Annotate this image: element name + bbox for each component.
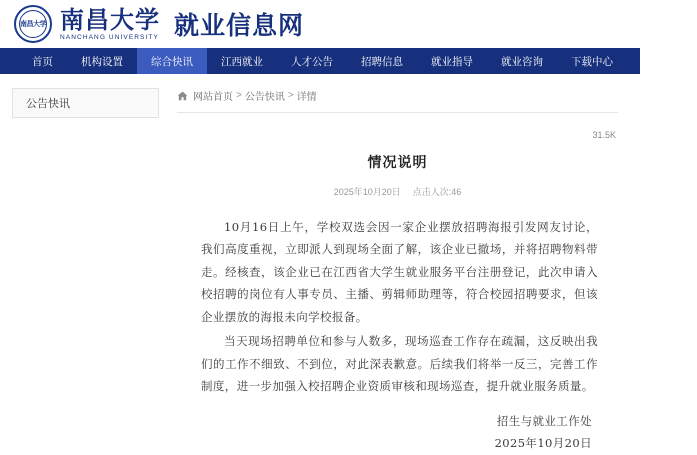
nav-item-news[interactable]: 综合快讯 [137, 48, 207, 74]
university-name-en: NANCHANG UNIVERSITY [60, 33, 159, 41]
sidebar-item-label: 公告快讯 [26, 98, 70, 110]
article-date: 2025年10月20日 [333, 187, 401, 197]
page-content [0, 74, 640, 451]
breadcrumb-separator-1: > [236, 90, 242, 101]
main-column [167, 74, 640, 451]
article-body [177, 216, 618, 397]
view-count: 31.5K [592, 130, 616, 140]
home-icon [177, 91, 188, 101]
signature-organization: 招生与就业工作处 [496, 414, 592, 429]
breadcrumb-separator-2: > [287, 90, 294, 101]
article-signature [177, 411, 618, 455]
nav-item-downloads[interactable]: 下载中心 [571, 55, 613, 68]
nav-item-recruitment[interactable]: 招聘信息 [361, 55, 403, 68]
seal-text: 南昌大学 [20, 20, 46, 28]
nav-item-home[interactable]: 首页 [32, 55, 53, 68]
sidebar-item-news[interactable] [12, 88, 159, 118]
university-name-block [60, 7, 160, 40]
site-title: 就业信息网 [174, 11, 305, 40]
nav-item-organization[interactable]: 机构设置 [81, 55, 123, 68]
breadcrumb-item-home[interactable]: 网站首页 [193, 92, 233, 103]
article-author: 点击人次:46 [412, 187, 462, 197]
article-title: 情况说明 [367, 155, 428, 171]
university-seal-logo [14, 5, 52, 43]
nav-item-talent-notice[interactable]: 人才公告 [291, 55, 333, 68]
sidebar [0, 74, 167, 411]
article-paragraph-2: 当天现场招聘单位和参与人数多，现场巡查工作存在疏漏，这反映出我们的工作不细致、不到位，对此深表歉意。后续我们将举一反三，完善工作制度，进一步加强入校招聘企业资质审核和现场巡查，提升就业服务质量。 [201, 334, 598, 393]
signature-date: 2025年10月20日 [494, 436, 592, 451]
breadcrumb-item-news[interactable]: 公告快讯 [244, 92, 285, 103]
site-header [0, 0, 640, 48]
nav-item-career-guidance[interactable]: 就业指导 [431, 55, 473, 68]
article-meta [177, 185, 618, 198]
university-name-cn: 南昌大学 [60, 5, 160, 35]
nav-item-guide[interactable]: 办事指南 [641, 55, 683, 68]
main-navigation [0, 48, 683, 74]
nav-item-jiangxi-employment[interactable]: 江西就业 [221, 55, 263, 68]
breadcrumb-item-detail: 详情 [296, 92, 317, 103]
nav-item-consultation[interactable]: 就业咨询 [501, 55, 543, 68]
article-paragraph-1: 10月16日上午，学校双选会因一家企业摆放招聘海报引发网友讨论，我们高度重视，立即派人到现场全面了解，该企业已撤场，并将招聘物料带走。经核查，该企业已在江西省大学生就业服务平台注册登记，此次申请入校招聘的岗位有人事专员、主播、剪辑师助理等，符合校园招聘要求，但该企业摆放的海报未向学校报备。 [201, 220, 598, 324]
breadcrumb [177, 88, 618, 113]
